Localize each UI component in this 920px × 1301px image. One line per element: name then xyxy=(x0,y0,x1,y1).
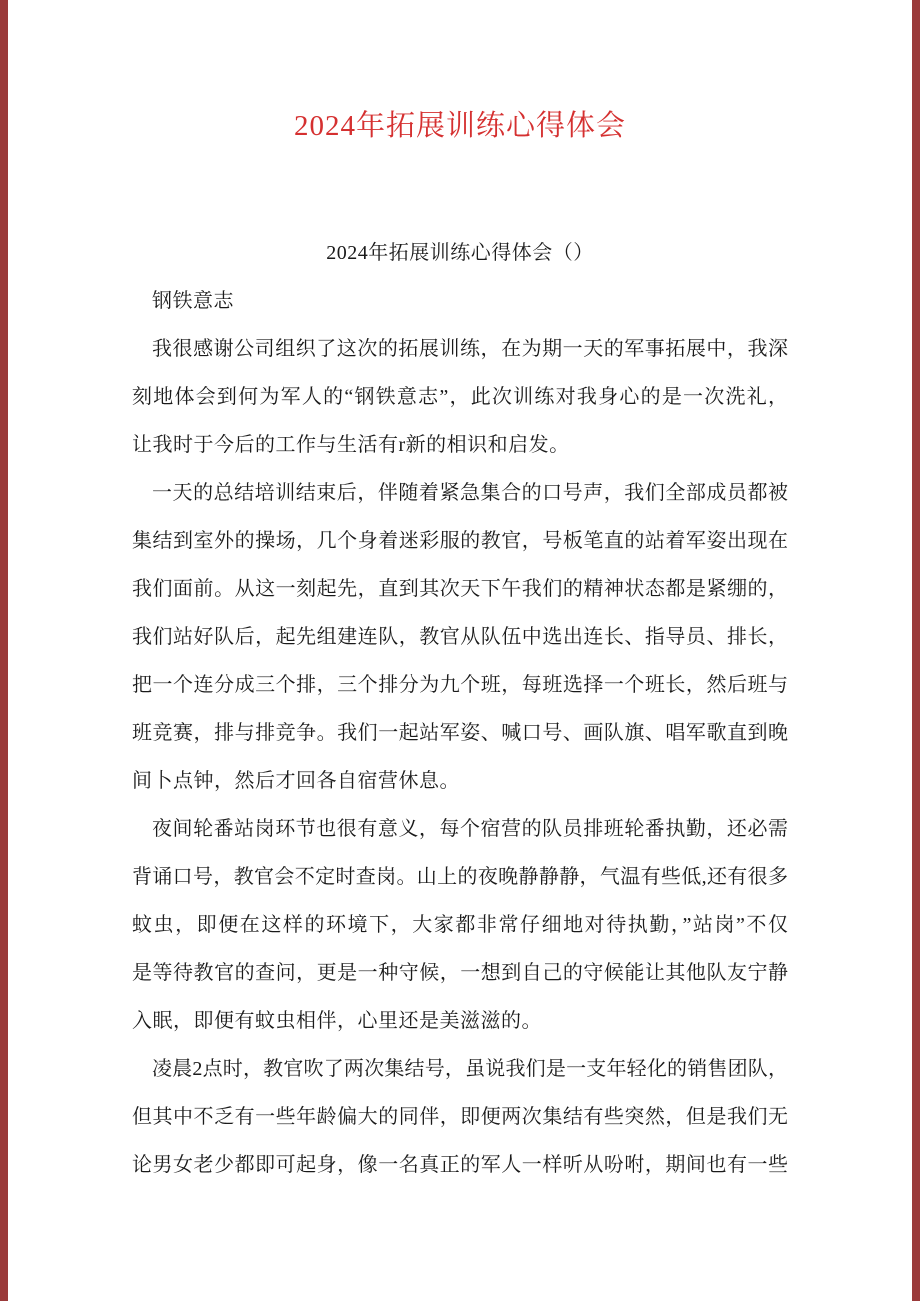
left-border-bar xyxy=(0,0,8,1301)
text-line: 夜间轮番站岗环节也很有意义，每个宿营的队员排班轮番执勤，还必需 xyxy=(152,818,788,840)
section-heading: 钢铁意志 xyxy=(152,290,234,312)
text-line: 蚊虫，即便在这样的环境下，大家都非常仔细地对待执勤，”站岗”不仅 xyxy=(132,914,788,936)
text-line: 凌晨2点时，教官吹了两次集结号，虽说我们是一支年轻化的销售团队， xyxy=(152,1058,788,1080)
text-line: 让我时于今后的工作与生活有r新的相识和启发。 xyxy=(132,434,570,456)
subtitle: 2024年拓展训练心得体会（） xyxy=(326,242,594,264)
right-border-bar xyxy=(912,0,920,1301)
text-line: 入眠，即便有蚊虫相伴，心里还是美滋滋的。 xyxy=(132,1010,542,1032)
text-line: 间卜点钟，然后才回各自宿营休息。 xyxy=(132,770,460,792)
text-line: 是等待教官的查问，更是一种守候，一想到自己的守候能让其他队友宁静 xyxy=(132,962,788,984)
text-line: 但其中不乏有一些年龄偏大的同伴，即便两次集结有些突然，但是我们无 xyxy=(132,1106,788,1128)
text-line: 论男女老少都即可起身，像一名真正的军人一样听从吩咐，期间也有一些 xyxy=(132,1154,788,1176)
text-line: 背诵口号，教官会不定时查岗。山上的夜晚静静静，气温有些低,还有很多 xyxy=(132,866,788,888)
text-line: 我们面前。从这一刻起先，直到其次天下午我们的精神状态都是紧绷的， xyxy=(132,578,788,600)
text-line: 集结到室外的操场，几个身着迷彩服的教官，号板笔直的站着军姿出现在 xyxy=(132,530,788,552)
text-line: 刻地体会到何为军人的“钢铁意志”，此次训练对我身心的是一次洗礼， xyxy=(132,386,788,408)
text-line: 我很感谢公司组织了这次的拓展训练，在为期一天的军事拓展中，我深 xyxy=(152,338,788,360)
text-line: 我们站好队后，起先组建连队，教官从队伍中选出连长、指导员、排长， xyxy=(132,626,788,648)
text-line: 把一个连分成三个排，三个排分为九个班，每班选择一个班长，然后班与 xyxy=(132,674,788,696)
document-title: 2024年拓展训练心得体会 xyxy=(293,110,626,142)
body-text xyxy=(132,229,788,1189)
text-line: 一天的总结培训结束后，伴随着紧急集合的口号声，我们全部成员都被 xyxy=(152,482,788,504)
text-line: 班竞赛，排与排竞争。我们一起站军姿、喊口号、画队旗、唱军歌直到晚 xyxy=(132,722,788,744)
